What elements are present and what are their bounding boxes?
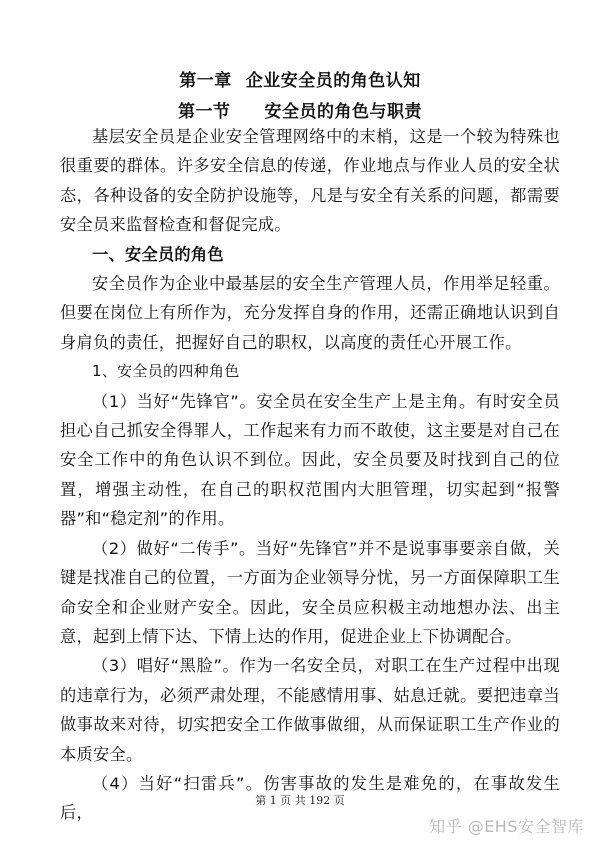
heading-role: 一、安全员的角色	[92, 244, 224, 264]
paragraph-role-4: （4）当好“扫雷兵”。伤害事故的发生是难免的，在事故发生后，	[60, 773, 560, 823]
document-body	[60, 122, 560, 828]
paragraph-role-3: （3）唱好“黑脸”。作为一名安全员，对职工在生产过程中出现的违章行为，必须严肃处理，不能感情用事、姑息迁就。要把违章当做事故来对待，切实把安全工作做事做细，从而保证职工生产作业的本质安全。	[60, 656, 560, 764]
section-name: 安全员的角色与职责	[264, 102, 422, 122]
subheading-four-roles: 1、安全员的四种角色	[92, 362, 240, 381]
section-title	[0, 97, 600, 122]
paragraph-role: 安全员作为企业中最基层的安全生产管理人员，作用举足轻重。但要在岗位上有所作为，充分发挥自身的作用，还需正确地认识到自身肩负的责任，把握好自己的职权，以高度的责任心开展工作。	[60, 274, 560, 352]
paragraph-role-1: （1）当好“先锋官”。安全员在安全生产上是主角。有时安全员担心自己抓安全得罪人，工作起来有力而不敢使，这主要是对自己在安全工作中的角色认识不到位。因此，安全员要及时找到自己的位置，增强主动性，在自己的职权范围内大胆管理，切实起到“报警器”和“稳定剂”的作用。	[60, 391, 560, 529]
paragraph-role-2: （2）做好“二传手”。当好“先锋官”并不是说事事要亲自做，关键是找准自己的位置，一方面为企业领导分忧，另一方面保障职工生命安全和企业财产安全。因此，安全员应积极主动地想办法、出主意，起到上情下达、下情上达的作用，促进企业上下协调配合。	[60, 538, 560, 646]
watermark: 知乎 @EHS安全智库	[429, 817, 584, 836]
page-footer: 第 1 页 共 192 页	[255, 794, 345, 807]
paragraph-intro: 基层安全员是企业安全管理网络中的末梢，这是一个较为特殊也很重要的群体。许多安全信息的传递，作业地点与作业人员的安全状态，各种设备的安全防护设施等，凡是与安全有关系的问题，都需要安全员来监督检查和督促完成。	[60, 127, 560, 235]
chapter-number: 第一章	[179, 71, 232, 91]
chapter-name: 企业安全员的角色认知	[245, 71, 421, 91]
chapter-title	[0, 66, 600, 91]
section-number: 第一节	[178, 102, 231, 122]
